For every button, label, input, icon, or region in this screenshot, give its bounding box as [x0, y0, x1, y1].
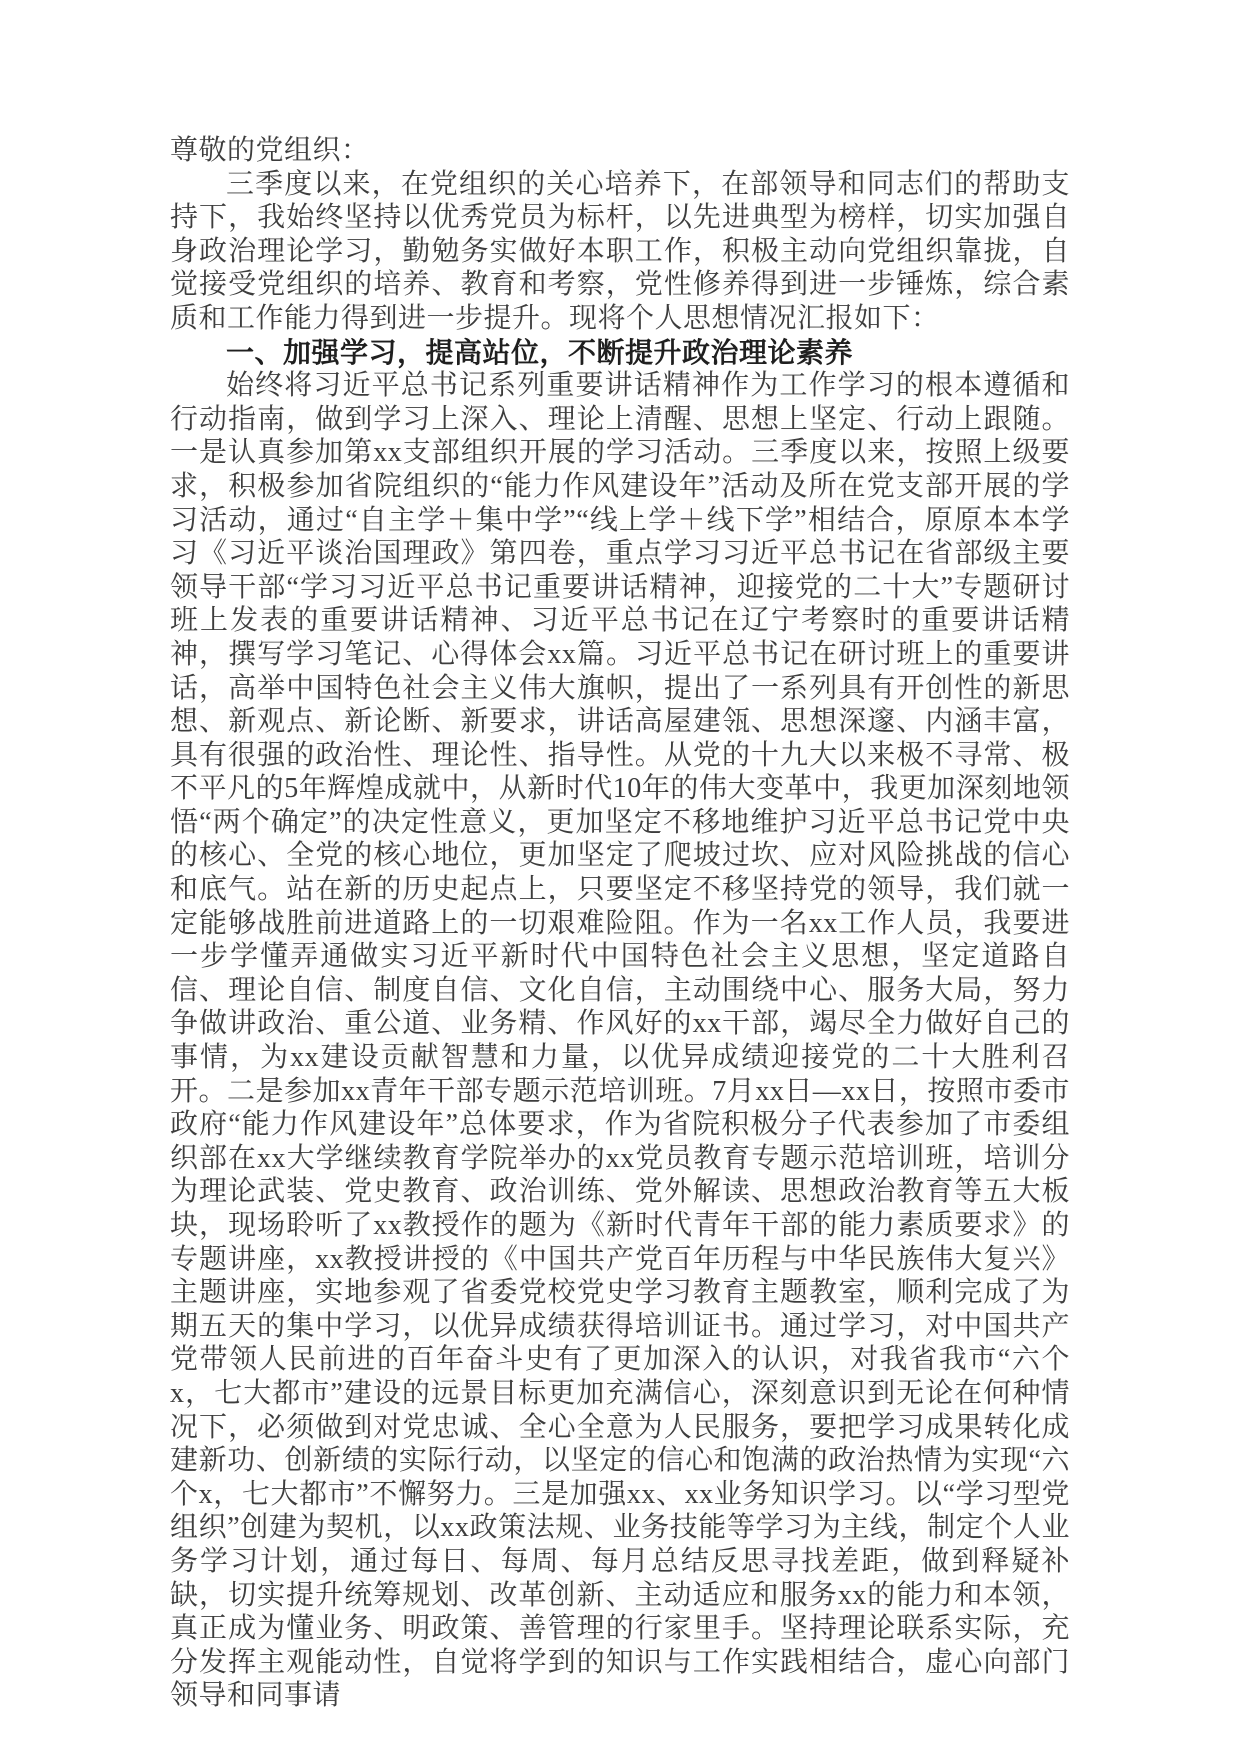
salutation: 尊敬的党组织：	[170, 135, 370, 166]
body-paragraph: 始终将习近平总书记系列重要讲话精神作为工作学习的根本遵循和行动指南，做到学习上深入、理论上清醒、思想上坚定、行动上跟随。一是认真参加第xx支部组织开展的学习活动。三季度以来，按照上级要求，积极参加省院组织的“能力作风建设年”活动及所在党支部开展的学习活动，通过“自主学＋集中学”“线上学＋线下学”相结合，原原本本学习《习近平谈治国理政》第四卷，重点学习习近平总书记在省部级主要领导干部“学习习近平总书记重要讲话精神，迎接党的二十大”专题研讨班上发表的重要讲话精神、习近平总书记在辽宁考察时的重要讲话精神，撰写学习笔记、心得体会xx篇。习近平总书记在研讨班上的重要讲话，高举中国特色社会主义伟大旗帜，提出了一系列具有开创性的新思想、新观点、新论断、新要求，讲话高屋建瓴、思想深邃、内涵丰富，具有很强的政治性、理论性、指导性。从党的十九大以来极不寻常、极不平凡的5年辉煌成就中，从新时代10年的伟大变革中，我更加深刻地领悟“两个确定”的决定性意义，更加坚定不移地维护习近平总书记党中央的核心、全党的核心地位，更加坚定了爬坡过坎、应对风险挑战的信心和底气。站在新的历史起点上，只要坚定不移坚持党的领导，我们就一定能够战胜前进道路上的一切艰难险阻。作为一名xx工作人员，我要进一步学懂弄通做实习近平新时代中国特色社会主义思想，坚定道路自信、理论自信、制度自信、文化自信，主动围绕中心、服务大局，努力争做讲政治、重公道、业务精、作风好的xx干部，竭尽全力做好自己的事情，为xx建设贡献智慧和力量，以优异成绩迎接党的二十大胜利召开。二是参加xx青年干部专题示范培训班。7月xx日—xx日，按照市委市政府“能力作风建设年”总体要求，作为省院积极分子代表参加了市委组织部在xx大学继续教育学院举办的xx党员教育专题示范培训班，培训分为理论武装、党史教育、政治训练、党外解读、思想政治教育等五大板块，现场聆听了xx教授作的题为《新时代青年干部的能力素质要求》的专题讲座，xx教授讲授的《中国共产党百年历程与中华民族伟大复兴》主题讲座，实地参观了省委党校党史学习教育主题教室，顺利完成了为期五天的集中学习，以优异成绩获得培训证书。通过学习，对中国共产党带领人民前进的百年奋斗史有了更加深入的认识，对我省我市“六个x，七大都市”建设的远景目标更加充满信心，深刻意识到无论在何种情况下，必须做到对党忠诚、全心全意为人民服务，要把学习成果转化成建新功、创新绩的实际行动，以坚定的信心和饱满的政治热情为实现“六个x，七大都市”不懈努力。三是加强xx、xx业务知识学习。以“学习型党组织”创建为契机，以xx政策法规、业务技能等学习为主线，制定个人业务学习计划，通过每日、每周、每月总结反思寻找差距，做到释疑补缺，切实提升统筹规划、改革创新、主动适应和服务xx的能力和本领，真正成为懂业务、明政策、善管理的行家里手。坚持理论联系实际，充分发挥主观能动性，自觉将学到的知识与工作实践相结合，虚心向部门领导和同事请	[170, 370, 1070, 1712]
intro-paragraph: 三季度以来，在党组织的关心培养下，在部领导和同志们的帮助支持下，我始终坚持以优秀党员为标杆，以先进典型为榜样，切实加强自身政治理论学习，勤勉务实做好本职工作，积极主动向党组织靠拢，自觉接受党组织的培养、教育和考察，党性修养得到进一步锤炼，综合素质和工作能力得到进一步提升。现将个人思想情况汇报如下：	[170, 168, 1070, 334]
section-heading: 一、加强学习，提高站位，不断提升政治理论素养	[226, 336, 854, 368]
